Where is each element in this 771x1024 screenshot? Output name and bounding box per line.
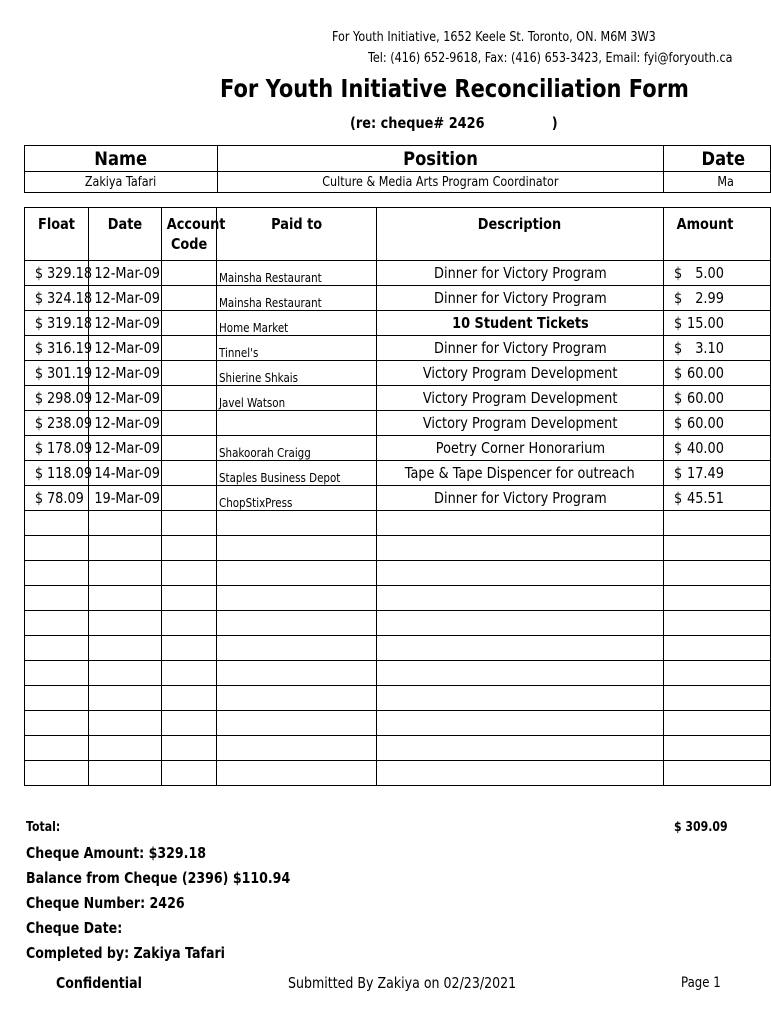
- table-row: [25, 436, 771, 461]
- table-row: [25, 611, 771, 636]
- description-cell: Dinner for Victory Program: [377, 486, 664, 511]
- amount-cell: $ 5.00: [664, 261, 771, 286]
- amount-cell: $ 2.99: [664, 286, 771, 311]
- empty-cell: [664, 511, 771, 536]
- paid-to-cell: Home Market: [217, 311, 377, 336]
- empty-cell: [377, 536, 664, 561]
- amount-cell: $ 40.00: [664, 436, 771, 461]
- empty-cell: [25, 611, 89, 636]
- empty-cell: [162, 611, 217, 636]
- table-row: [25, 361, 771, 386]
- table-row: [25, 386, 771, 411]
- table-row: [25, 661, 771, 686]
- empty-cell: [664, 761, 771, 786]
- position-value: Culture & Media Arts Program Coordinator: [218, 172, 664, 193]
- empty-cell: [89, 511, 162, 536]
- cheque-amount: Cheque Amount: $329.18: [26, 844, 207, 862]
- empty-cell: [217, 661, 377, 686]
- empty-cell: [217, 536, 377, 561]
- table-row: [25, 636, 771, 661]
- paid-to-header: Paid to: [217, 208, 377, 261]
- paid-to-cell: Shierine Shkais: [217, 361, 377, 386]
- empty-cell: [162, 511, 217, 536]
- empty-cell: [162, 736, 217, 761]
- empty-cell: [664, 736, 771, 761]
- empty-cell: [89, 736, 162, 761]
- float-cell: $ 238.09: [25, 411, 89, 436]
- empty-cell: [89, 611, 162, 636]
- empty-cell: [89, 711, 162, 736]
- date-cell: 12-Mar-09: [89, 261, 162, 286]
- empty-cell: [377, 761, 664, 786]
- org-address: For Youth Initiative, 1652 Keele St. Toronto, ON. M6M 3W3: [332, 30, 656, 45]
- empty-cell: [377, 511, 664, 536]
- page-number: Page 1: [681, 975, 721, 991]
- empty-cell: [162, 636, 217, 661]
- empty-cell: [217, 711, 377, 736]
- description-header: Description: [377, 208, 664, 261]
- empty-cell: [162, 661, 217, 686]
- amount-cell: $ 60.00: [664, 411, 771, 436]
- empty-cell: [25, 661, 89, 686]
- table-row: [25, 411, 771, 436]
- paid-to-cell: Javel Watson: [217, 386, 377, 411]
- date-cell: 12-Mar-09: [89, 336, 162, 361]
- description-cell: Victory Program Development: [377, 386, 664, 411]
- amount-cell: $ 3.10: [664, 336, 771, 361]
- table-row: [25, 311, 771, 336]
- table-row: [25, 461, 771, 486]
- table-row: [25, 586, 771, 611]
- empty-cell: [89, 686, 162, 711]
- empty-cell: [377, 711, 664, 736]
- empty-cell: [217, 636, 377, 661]
- empty-cell: [377, 736, 664, 761]
- empty-cell: [162, 536, 217, 561]
- total-label: Total:: [26, 820, 61, 835]
- date-value: Ma: [664, 172, 771, 193]
- empty-cell: [25, 711, 89, 736]
- cheque-number: Cheque Number: 2426: [26, 894, 185, 912]
- empty-cell: [217, 561, 377, 586]
- table-row: [25, 561, 771, 586]
- account-code-cell: [162, 336, 217, 361]
- paid-to-cell: Shakoorah Craigg: [217, 436, 377, 461]
- date-cell: 12-Mar-09: [89, 386, 162, 411]
- account-code-cell: [162, 436, 217, 461]
- empty-cell: [25, 561, 89, 586]
- empty-cell: [25, 761, 89, 786]
- account-code-cell: [162, 461, 217, 486]
- description-cell: Victory Program Development: [377, 361, 664, 386]
- float-cell: $ 118.09: [25, 461, 89, 486]
- amount-cell: $ 17.49: [664, 461, 771, 486]
- org-contact: Tel: (416) 652-9618, Fax: (416) 653-3423, Email: fyi@foryouth.ca: [368, 51, 733, 66]
- date-cell: 14-Mar-09: [89, 461, 162, 486]
- submitted-by: Submitted By Zakiya on 02/23/2021: [288, 974, 517, 992]
- cheque-ref-prefix: (re: cheque# 2426: [350, 114, 485, 132]
- account-code-cell: [162, 411, 217, 436]
- cheque-reference: [350, 114, 558, 132]
- empty-cell: [162, 561, 217, 586]
- account-code-cell: [162, 311, 217, 336]
- form-title: For Youth Initiative Reconciliation Form: [220, 74, 689, 103]
- name-value: Zakiya Tafari: [25, 172, 218, 193]
- empty-cell: [162, 761, 217, 786]
- empty-cell: [664, 686, 771, 711]
- table-row: [25, 761, 771, 786]
- empty-cell: [25, 686, 89, 711]
- empty-cell: [664, 586, 771, 611]
- description-cell: Dinner for Victory Program: [377, 286, 664, 311]
- name-header: Name: [25, 146, 218, 172]
- description-cell: Poetry Corner Honorarium: [377, 436, 664, 461]
- empty-cell: [377, 561, 664, 586]
- empty-cell: [25, 511, 89, 536]
- description-cell: Dinner for Victory Program: [377, 261, 664, 286]
- empty-cell: [664, 636, 771, 661]
- table-row: [25, 486, 771, 511]
- empty-cell: [377, 686, 664, 711]
- account-code-cell: [162, 386, 217, 411]
- amount-cell: $ 15.00: [664, 311, 771, 336]
- account-code-cell: [162, 361, 217, 386]
- table-row: [25, 736, 771, 761]
- info-table: [24, 145, 771, 193]
- float-cell: $ 316.19: [25, 336, 89, 361]
- empty-cell: [217, 686, 377, 711]
- account-code-header: Account Code: [162, 208, 217, 261]
- amount-cell: $ 60.00: [664, 361, 771, 386]
- empty-cell: [217, 761, 377, 786]
- account-code-cell: [162, 486, 217, 511]
- empty-cell: [89, 761, 162, 786]
- empty-cell: [89, 636, 162, 661]
- date-cell: 12-Mar-09: [89, 411, 162, 436]
- amount-header: Amount: [664, 208, 771, 261]
- description-cell: Dinner for Victory Program: [377, 336, 664, 361]
- paid-to-cell: Mainsha Restaurant: [217, 286, 377, 311]
- float-cell: $ 298.09: [25, 386, 89, 411]
- empty-cell: [89, 536, 162, 561]
- empty-cell: [664, 611, 771, 636]
- float-header: Float: [25, 208, 89, 261]
- empty-cell: [217, 511, 377, 536]
- empty-cell: [89, 661, 162, 686]
- empty-cell: [217, 611, 377, 636]
- cheque-date: Cheque Date:: [26, 919, 123, 937]
- empty-cell: [664, 561, 771, 586]
- paid-to-cell: ChopStixPress: [217, 486, 377, 511]
- empty-cell: [217, 736, 377, 761]
- date-col-header: Date: [89, 208, 162, 261]
- date-cell: 12-Mar-09: [89, 286, 162, 311]
- date-cell: 12-Mar-09: [89, 361, 162, 386]
- table-row: [25, 336, 771, 361]
- description-cell: 10 Student Tickets: [377, 311, 664, 336]
- float-cell: $ 324.18: [25, 286, 89, 311]
- amount-cell: $ 45.51: [664, 486, 771, 511]
- empty-cell: [162, 686, 217, 711]
- float-cell: $ 178.09: [25, 436, 89, 461]
- empty-cell: [89, 561, 162, 586]
- float-cell: $ 329.18: [25, 261, 89, 286]
- balance-from-cheque: Balance from Cheque (2396) $110.94: [26, 869, 291, 887]
- table-row: [25, 261, 771, 286]
- float-cell: $ 78.09: [25, 486, 89, 511]
- completed-by: Completed by: Zakiya Tafari: [26, 944, 225, 962]
- float-cell: $ 301.19: [25, 361, 89, 386]
- empty-cell: [25, 586, 89, 611]
- empty-cell: [377, 586, 664, 611]
- paid-to-cell: Staples Business Depot: [217, 461, 377, 486]
- table-row: [25, 686, 771, 711]
- empty-cell: [89, 586, 162, 611]
- date-header: Date: [664, 146, 771, 172]
- empty-cell: [162, 586, 217, 611]
- table-row: [25, 536, 771, 561]
- empty-cell: [25, 736, 89, 761]
- empty-cell: [25, 636, 89, 661]
- date-cell: 12-Mar-09: [89, 311, 162, 336]
- empty-cell: [162, 711, 217, 736]
- float-cell: $ 319.18: [25, 311, 89, 336]
- empty-cell: [25, 536, 89, 561]
- cheque-ref-suffix: ): [551, 114, 558, 132]
- paid-to-cell: [217, 411, 377, 436]
- position-header: Position: [218, 146, 664, 172]
- description-cell: Tape & Tape Dispencer for outreach: [377, 461, 664, 486]
- empty-cell: [217, 586, 377, 611]
- amount-cell: $ 60.00: [664, 386, 771, 411]
- paid-to-cell: Mainsha Restaurant: [217, 261, 377, 286]
- account-code-cell: [162, 286, 217, 311]
- empty-cell: [377, 661, 664, 686]
- date-cell: 12-Mar-09: [89, 436, 162, 461]
- date-cell: 19-Mar-09: [89, 486, 162, 511]
- total-value: $ 309.09: [674, 820, 728, 835]
- empty-cell: [377, 611, 664, 636]
- empty-cell: [664, 661, 771, 686]
- table-row: [25, 711, 771, 736]
- description-cell: Victory Program Development: [377, 411, 664, 436]
- empty-cell: [664, 711, 771, 736]
- empty-cell: [377, 636, 664, 661]
- table-row: [25, 511, 771, 536]
- confidential-label: Confidential: [56, 974, 142, 992]
- ledger-table: [24, 207, 771, 786]
- table-row: [25, 286, 771, 311]
- empty-cell: [664, 536, 771, 561]
- account-code-cell: [162, 261, 217, 286]
- paid-to-cell: Tinnel's: [217, 336, 377, 361]
